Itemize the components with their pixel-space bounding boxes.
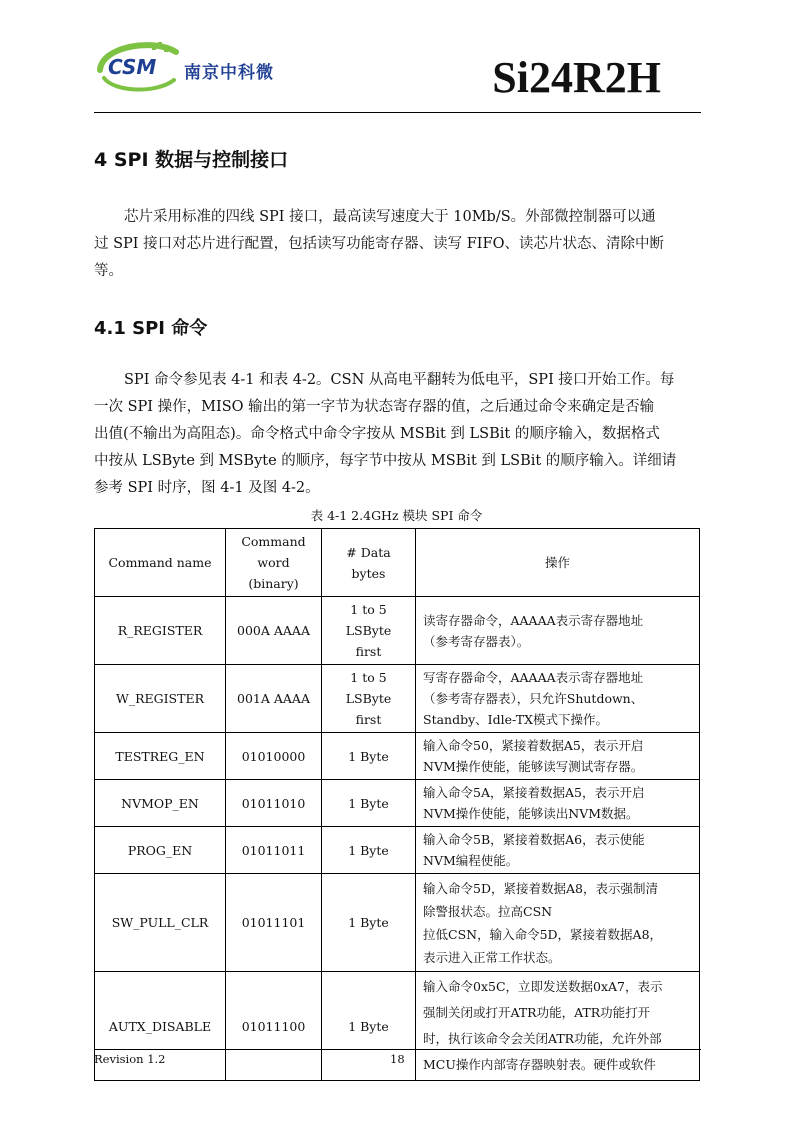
cell-command-word: 01011011 (226, 827, 322, 874)
paragraph-line: 芯片采用标准的四线 SPI 接口，最高读写速度大于 10Mb/S。外部微控制器可以通 (124, 209, 656, 225)
cell-command-name: TESTREG_EN (95, 733, 226, 780)
company-logo (94, 36, 334, 96)
cell-data-bytes: 1 Byte (322, 780, 416, 827)
table-row (95, 733, 700, 780)
cell-command-name: PROG_EN (95, 827, 226, 874)
footer-revision: Revision 1.2 (94, 1052, 166, 1066)
logo-letters: CSM (108, 55, 157, 79)
spi-command-table (94, 528, 700, 1081)
cell-command-word: 001A AAAA (226, 665, 322, 733)
page-header (94, 30, 701, 114)
section-4-paragraph (94, 204, 701, 285)
table-header-row (95, 529, 700, 597)
paragraph-line: SPI 命令参见表 4-1 和表 4-2。CSN 从高电平翻转为低电平，SPI 接口开始工作。每 (124, 372, 675, 388)
table-row (95, 597, 700, 665)
cell-data-bytes: 1 to 5 LSByte first (322, 597, 416, 665)
header-command-name: Command name (95, 529, 226, 597)
table-row (95, 665, 700, 733)
cell-operation: 输入命令5A，紧接着数据A5，表示开启 NVM操作使能，能够读出NVM数据。 (416, 780, 700, 827)
cell-command-word: 01010000 (226, 733, 322, 780)
paragraph-line: 一次 SPI 操作，MISO 输出的第一字节为状态寄存器的值，之后通过命令来确定是否输 (94, 399, 655, 415)
table-row (95, 874, 700, 972)
csm-logo-icon (94, 36, 184, 96)
cell-command-name: W_REGISTER (95, 665, 226, 733)
cell-command-word: 01011010 (226, 780, 322, 827)
paragraph-line: 中按从 LSByte 到 MSByte 的顺序，每字节中按从 MSBit 到 LSBit 的顺序输入。详细请 (94, 453, 677, 469)
cell-operation: 写寄存器命令，AAAAA表示寄存器地址 （参考寄存器表），只允许Shutdown、 Standby、Idle-TX模式下操作。 (416, 665, 700, 733)
header-data-bytes: # Data bytes (322, 529, 416, 597)
section-4-heading: 4 SPI 数据与控制接口 (94, 149, 289, 171)
cell-data-bytes: 1 Byte (322, 827, 416, 874)
company-name: 南京中科微 (184, 63, 274, 83)
cell-data-bytes: 1 Byte (322, 972, 416, 1081)
cell-command-name: AUTX_DISABLE (95, 972, 226, 1081)
cell-command-name: NVMOP_EN (95, 780, 226, 827)
cell-data-bytes: 1 Byte (322, 874, 416, 972)
document-title: Si24R2H (492, 53, 661, 102)
cell-command-word: 000A AAAA (226, 597, 322, 665)
cell-data-bytes: 1 to 5 LSByte first (322, 665, 416, 733)
cell-operation: 输入命令50，紧接着数据A5，表示开启 NVM操作使能，能够读写测试寄存器。 (416, 733, 700, 780)
cell-operation: 输入命令5B，紧接着数据A6，表示使能 NVM编程使能。 (416, 827, 700, 874)
header-divider (94, 112, 701, 113)
header-command-word: Command word (binary) (226, 529, 322, 597)
table-row (95, 780, 700, 827)
cell-operation: 读寄存器命令，AAAAA表示寄存器地址 （参考寄存器表）。 (416, 597, 700, 665)
header-operation: 操作 (416, 529, 700, 597)
table-row (95, 827, 700, 874)
paragraph-line: 参考 SPI 时序，图 4-1 及图 4-2。 (94, 480, 320, 496)
paragraph-line: 等。 (94, 263, 123, 279)
paragraph-line: 过 SPI 接口对芯片进行配置，包括读写功能寄存器、读写 FIFO、读芯片状态、清除中断 (94, 236, 664, 252)
cell-command-word: 01011100 (226, 972, 322, 1081)
cell-data-bytes: 1 Byte (322, 733, 416, 780)
section-4-1-heading: 4.1 SPI 命令 (94, 318, 208, 339)
section-4-1-paragraph (94, 367, 701, 502)
table-caption: 表 4-1 2.4GHz 模块 SPI 命令 (310, 508, 483, 523)
cell-command-name: SW_PULL_CLR (95, 874, 226, 972)
cell-command-word: 01011101 (226, 874, 322, 972)
footer-divider (94, 1049, 701, 1050)
cell-command-name: R_REGISTER (95, 597, 226, 665)
page-number: 18 (390, 1052, 405, 1066)
cell-operation: 输入命令0x5C，立即发送数据0xA7，表示 强制关闭或打开ATR功能，ATR功能打开 时，执行该命令会关闭ATR功能，允许外部 MCU操作内部寄存器映射表。硬件或软件 (416, 972, 700, 1081)
cell-operation: 输入命令5D，紧接着数据A8，表示强制清 除警报状态。拉高CSN 拉低CSN，输入命令5D，紧接着数据A8， 表示进入正常工作状态。 (416, 874, 700, 972)
paragraph-line: 出值(不输出为高阻态)。命令格式中命令字按从 MSBit 到 LSBit 的顺序输入，数据格式 (94, 426, 660, 442)
